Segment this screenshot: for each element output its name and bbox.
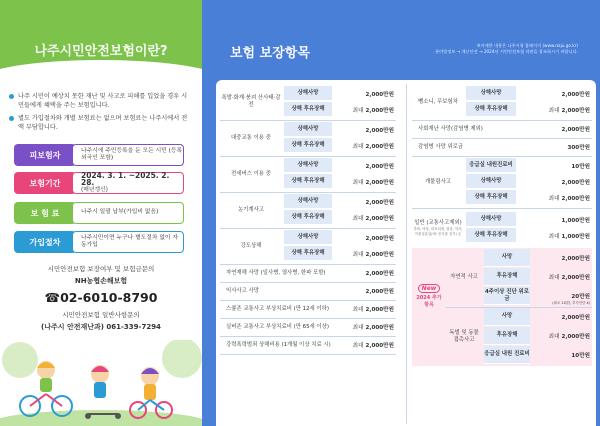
coverage-tag: 후유장해 (484, 268, 530, 286)
coverage-tag: 상해사망 (466, 174, 516, 189)
coverage-amount: 최대 2,000만원 (548, 107, 590, 114)
enroll-value: 나주시민이면 누구나 별도절차 없이 자동가입 (72, 231, 184, 253)
coverage-tag: 상해 후유장해 (284, 174, 332, 189)
coverage-tag: 상해사망 (284, 194, 332, 209)
intro-bullet-2: 별도 가입절차와 개별 보험료는 없으며 보험료는 나주시에서 전액 부담합니다. (18, 114, 193, 132)
coverage-item: 자연재해 사망 (일사병, 열사병, 한파 포함) (226, 269, 326, 276)
coverage-amount: 최대 2,000만원 (548, 195, 590, 202)
coverage-tag: 상해 후유장해 (466, 228, 516, 243)
right-panel (202, 0, 600, 426)
premium-value: 나주시 일괄 납부(가입비 없음) (72, 202, 184, 224)
coverage-tag: 상해 후유장해 (466, 102, 516, 117)
coverage-amount: 20만원 (최초 1회한, 추가진단 X) (552, 294, 590, 305)
coverage-amount: 2,000만원 (365, 199, 394, 206)
contact-text-2: 시민안전보험 일반사항문의 (62, 311, 140, 319)
coverage-amount: 2,000만원 (561, 91, 590, 98)
column-divider (406, 84, 407, 424)
coverage-amount: 최대 2,000만원 (548, 334, 590, 340)
coverage-item: 스쿨존 교통사고 부상치료비 (만 12세 이하) (226, 305, 329, 312)
coverage-amount: 2,000만원 (365, 91, 394, 98)
category-cell: 폭발·화재·붕괴 산사태·감전 (221, 95, 281, 108)
coverage-tag: 상해사망 (284, 158, 332, 173)
coverage-tag: 상해 후유장해 (284, 102, 332, 117)
coverage-amount: 최대 2,000만원 (352, 325, 394, 331)
coverage-amount: 최대 2,000만원 (352, 107, 394, 114)
coverage-tag: 4주이상 진단 위로금 (484, 287, 530, 305)
coverage-table (216, 80, 596, 426)
coverage-tag: 상해사망 (284, 86, 332, 101)
coverage-amount: 최대 1,000만원 (548, 233, 590, 240)
coverage-amount: 최대 2,000만원 (352, 179, 394, 186)
category-cell: 뺑소니, 무보험차 (418, 98, 458, 105)
enroll-label: 가입절차 (14, 231, 76, 253)
category-cell: 대중교통 이용 중 (231, 134, 271, 141)
period-label: 보험기간 (14, 172, 76, 194)
coverage-amount: 최대 2,000만원 (352, 307, 394, 313)
title-banner (0, 0, 202, 78)
coverage-item: 강력폭력범죄 상해비용 (1개월 이상 치료 시) (226, 341, 331, 348)
coverage-amount: 최대 2,000만원 (352, 215, 394, 222)
coverage-tag: 사망 (484, 308, 530, 326)
category-cell: 강도상해 (240, 242, 262, 249)
coverage-amount: 최대 2,000만원 (548, 275, 590, 281)
contact-text-1: 시민안전보험 보장여부 및 보험금문의 (47, 265, 155, 273)
category-cell: 전세버스 이용 중 (231, 170, 271, 177)
coverage-amount: 2,000만원 (561, 127, 590, 133)
coverage-amount: 최대 2,000만원 (352, 343, 394, 349)
coverage-amount: 2,000만원 (561, 256, 590, 262)
reference-note: ※자세한 내용은 나주시청 홈페이지 (www.naju.go.kr) 분야별정보 → 재난안전 → 2024년 시민안전보험 약관을 참조하시기 바랍니다. (435, 43, 578, 54)
insured-label: 피보험자 (14, 144, 76, 166)
row-divider (220, 354, 396, 355)
coverage-amount: 300만원 (567, 145, 590, 151)
coverage-amount: 최대 2,000만원 (352, 143, 394, 150)
insurer-name: NH농협손해보험 (74, 277, 128, 285)
coverage-tag: 상해 후유장해 (466, 190, 516, 205)
coverage-amount: 2,000만원 (365, 163, 394, 170)
coverage-amount: 1,000만원 (561, 217, 590, 224)
period-value: 2024. 3. 1. ~2025. 2. 28. (매년갱신) (72, 172, 184, 194)
coverage-amount: 2,000만원 (365, 235, 394, 242)
coverage-tag: 응급실 내원 진료비 (484, 346, 530, 364)
category-cell: 개물림사고 (424, 178, 452, 185)
new-badge: New 2024 추가 항목 (416, 284, 442, 308)
page-title: 나주시민안전보험이란? (34, 44, 168, 59)
left-panel (0, 0, 202, 426)
coverage-tag: 상해사망 (284, 230, 332, 245)
coverage-amount: 2,000만원 (365, 127, 394, 134)
insurer-phone: ☎02-6010-8790 (44, 290, 158, 305)
coverage-amount: 2,000만원 (561, 315, 590, 321)
coverage-item: 감염병 사망 위로금 (418, 143, 464, 150)
coverage-tag: 상해 후유장해 (284, 138, 332, 153)
coverage-amount: 2,000만원 (365, 289, 394, 295)
category-cell: 일반 (교통사고제외) 추락, 낙상, 미끄러짐, 열상, 익사, 이물질흡입(예: 음식물 질식) 등 (413, 220, 463, 236)
coverage-tag: 상해 후유장해 (284, 210, 332, 225)
category-cell: 농기계사고 (237, 206, 265, 213)
insured-value: 나주시에 주민등록을 둔 모든 시민 (등록 외국인 포함) (72, 144, 184, 166)
coverage-amount: 2,000만원 (365, 271, 394, 277)
category-cell: 자연적 사고 (450, 274, 478, 280)
coverage-tag: 상해사망 (466, 212, 516, 227)
coverage-amount: 10만원 (571, 353, 590, 359)
coverage-tag: 상해사망 (284, 122, 332, 137)
coverage-tag: 상해사망 (466, 86, 516, 101)
city-phone: (나주시 안전재난과) 061-339-7294 (41, 323, 161, 331)
coverage-item: 사회재난 사망(감염병 제외) (418, 125, 483, 132)
premium-label: 보 험 료 (14, 202, 76, 224)
category-cell: 독벌 및 동물 접촉사고 (449, 329, 479, 343)
coverage-tag: 응급실 내원진료비 (466, 158, 516, 173)
coverage-item: 실버존 교통사고 부상치료비 (만 65세 이상) (226, 323, 329, 330)
kids-illustration (0, 340, 202, 426)
coverage-title: 보험 보장항목 (230, 46, 310, 61)
coverage-tag: 후유장해 (484, 327, 530, 345)
coverage-tag: 상해 후유장해 (284, 246, 332, 261)
coverage-item: 익사사고 사망 (226, 287, 259, 294)
intro-bullet-1: 나주 시민이 예상치 못한 재난 및 사고로 피해를 입었을 경우 시민들에게 혜택을 주는 보험입니다. (18, 92, 193, 110)
coverage-tag: 사망 (484, 249, 530, 267)
coverage-amount: 2,000만원 (561, 179, 590, 186)
coverage-amount: 10만원 (571, 163, 590, 170)
coverage-amount: 최대 2,000만원 (352, 251, 394, 258)
